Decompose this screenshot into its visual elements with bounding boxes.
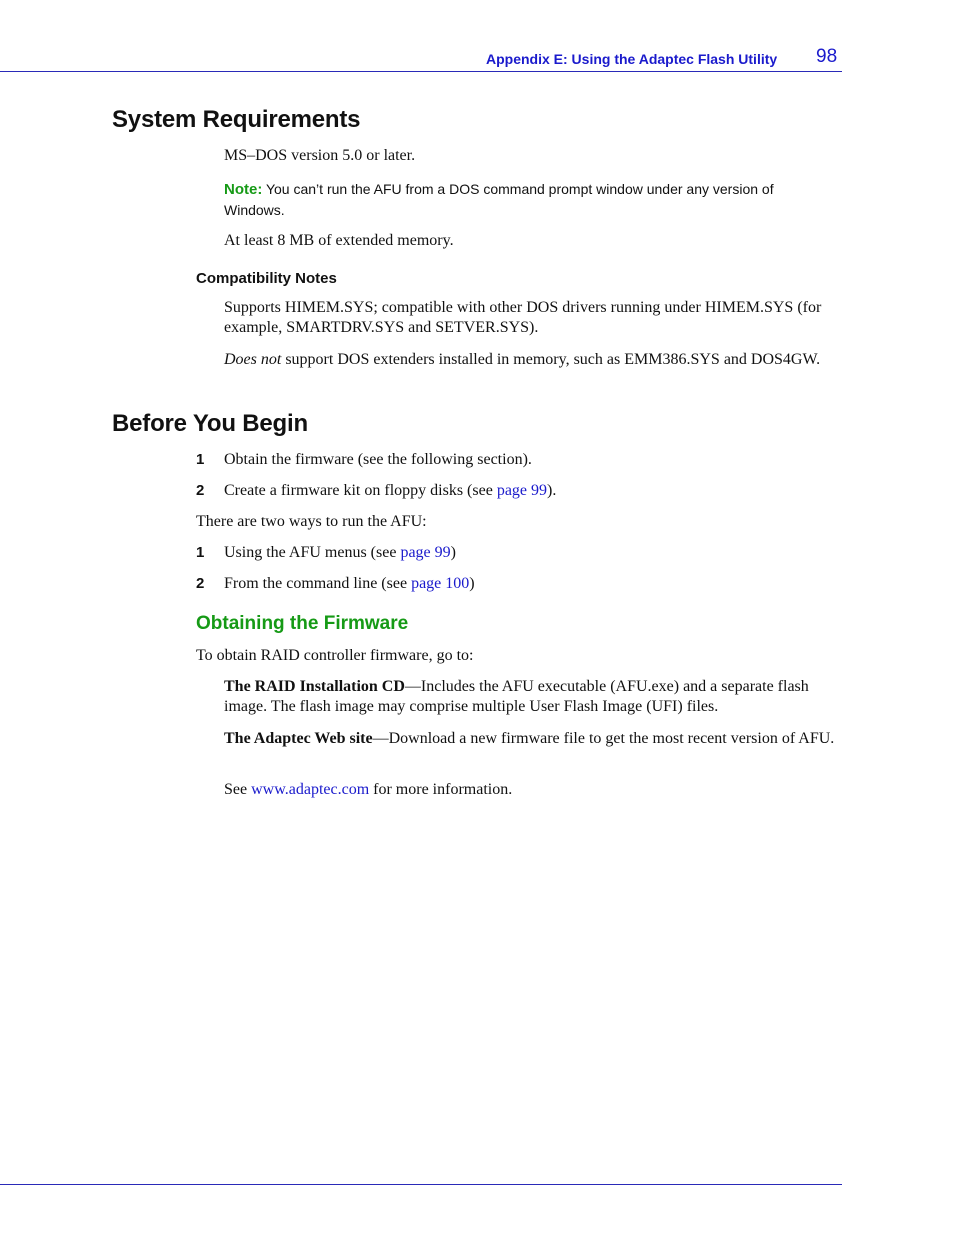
way-number: 1 xyxy=(196,544,205,561)
step-obtain-firmware: Obtain the firmware (see the following section). xyxy=(224,451,532,468)
way-text: Using the AFU menus (see xyxy=(224,544,401,561)
way-text: From the command line (see xyxy=(224,575,412,592)
req-memory: At least 8 MB of extended memory. xyxy=(224,232,454,249)
item-rest: —Includes the AFU executable (AFU.exe) and a separate flash image. The flash image may comprise multiple User Flash Image (UFI) files. xyxy=(224,678,809,715)
obtain-raid-cd xyxy=(224,677,836,717)
heading-before-you-begin: Before You Begin xyxy=(112,410,308,437)
item-bold: The Adaptec Web site xyxy=(224,730,373,747)
page-number: 98 xyxy=(816,46,838,67)
heading-compatibility-notes: Compatibility Notes xyxy=(196,270,337,287)
step-number: 2 xyxy=(196,482,205,499)
step-after: ). xyxy=(547,482,557,499)
note-text: You can’t run the AFU from a DOS command prompt window under any version of Windows. xyxy=(224,181,774,218)
adaptec-link[interactable]: www.adaptec.com xyxy=(251,781,370,798)
page-99-link[interactable]: page 99 xyxy=(496,482,548,499)
heading-system-requirements: System Requirements xyxy=(112,106,361,133)
step-create-kit xyxy=(224,481,836,501)
running-header: Appendix E: Using the Adaptec Flash Utility xyxy=(486,51,778,67)
header-rule xyxy=(0,71,842,72)
step-number: 1 xyxy=(196,451,205,468)
compat-himem: Supports HIMEM.SYS; compatible with other DOS drivers running under HIMEM.SYS (for example, SMARTDRV.SYS and SETVER.SYS). xyxy=(224,299,822,336)
heading-obtaining-firmware: Obtaining the Firmware xyxy=(196,613,409,634)
note-afu-windows xyxy=(224,179,830,220)
see-post: for more information. xyxy=(369,781,513,798)
see-more-info xyxy=(224,780,836,800)
see-pre: See xyxy=(224,781,252,798)
way-after: ) xyxy=(469,575,475,592)
obtain-web-site xyxy=(224,729,836,749)
ways-intro: There are two ways to run the AFU: xyxy=(196,513,427,530)
compat-rest: support DOS extenders installed in memory, such as EMM386.SYS and DOS4GW. xyxy=(281,351,821,368)
page-99-link[interactable]: page 99 xyxy=(400,544,451,561)
way-number: 2 xyxy=(196,575,205,592)
way-afu-menus xyxy=(224,543,836,563)
req-dos-version: MS–DOS version 5.0 or later. xyxy=(224,147,416,164)
item-rest: —Download a new firmware file to get the most recent version of AFU. xyxy=(372,730,835,747)
note-label: Note: xyxy=(224,181,263,198)
step-text: Create a firmware kit on floppy disks (see xyxy=(224,482,497,499)
footer-rule xyxy=(0,1184,842,1185)
way-command-line xyxy=(224,574,836,594)
item-bold: The RAID Installation CD xyxy=(224,678,405,695)
way-after: ) xyxy=(450,544,456,561)
compat-dos-extenders xyxy=(224,350,836,370)
page-100-link[interactable]: page 100 xyxy=(411,575,470,592)
obtain-intro: To obtain RAID controller firmware, go to: xyxy=(196,647,474,664)
compat-emphasis: Does not xyxy=(224,351,282,368)
